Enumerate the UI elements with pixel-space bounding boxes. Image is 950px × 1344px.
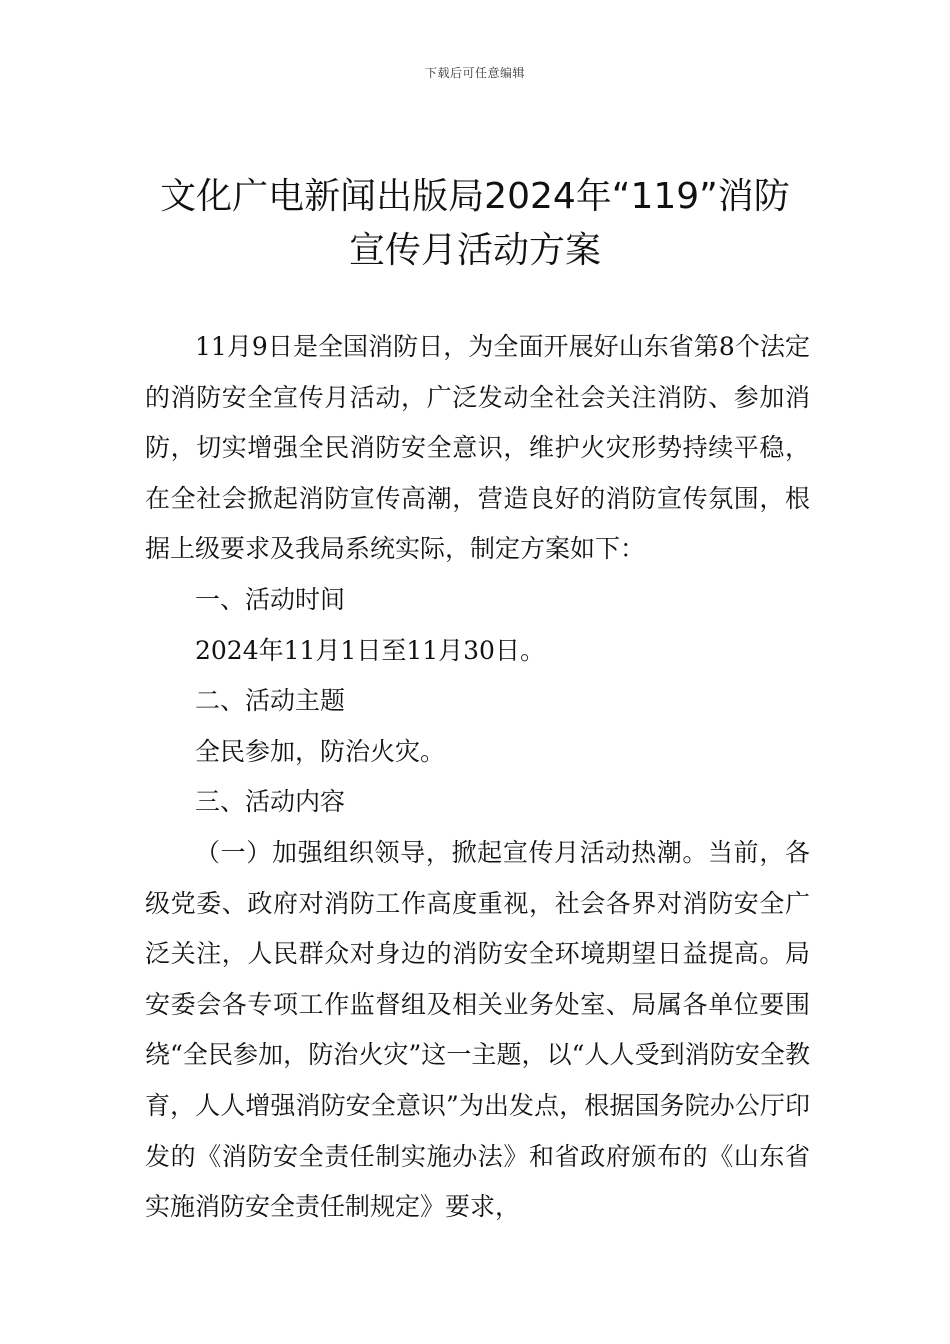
theme-paragraph: 全民参加，防治火灾。 bbox=[195, 736, 446, 766]
document-body bbox=[145, 322, 810, 1233]
document-title bbox=[120, 170, 830, 278]
section-heading-content: 三、活动内容 bbox=[195, 787, 346, 817]
title-line-1: 文化广电新闻出版局2024年“119”消防 bbox=[160, 176, 790, 217]
intro-paragraph: 11月9日是全国消防日，为全面开展好山东省第8个法定的消防安全宣传月活动，广泛发动全社会关注消防、参加消防，切实增强全民消防安全意识，维护火灾形势持续平稳，在全社会掀起消防宣传高潮，营造良好的消防宣传氛围，根据上级要求及我局系统实际，制定方案如下： bbox=[145, 332, 811, 564]
title-line-2: 宣传月活动方案 bbox=[348, 230, 601, 271]
time-paragraph: 2024年11月1日至11月30日。 bbox=[195, 635, 545, 665]
section-heading-theme: 二、活动主题 bbox=[195, 686, 346, 716]
header-note: 下载后可任意编辑 bbox=[424, 66, 525, 80]
section-heading-time: 一、活动时间 bbox=[195, 584, 346, 614]
content-paragraph-1: （一）加强组织领导，掀起宣传月活动热潮。当前，各级党委、政府对消防工作高度重视，社会各界对消防安全广泛关注，人民群众对身边的消防安全环境期望日益提高。局安委会各专项工作监督组及相关业务处室、局属各单位要围绕“全民参加，防治火灾”这一主题，以“人人受到消防安全教育，人人增强消防安全意识”为出发点，根据国务院办公厅印发的《消防安全责任制实施办法》和省政府颁布的《山东省实施消防安全责任制规定》要求， bbox=[145, 837, 810, 1222]
